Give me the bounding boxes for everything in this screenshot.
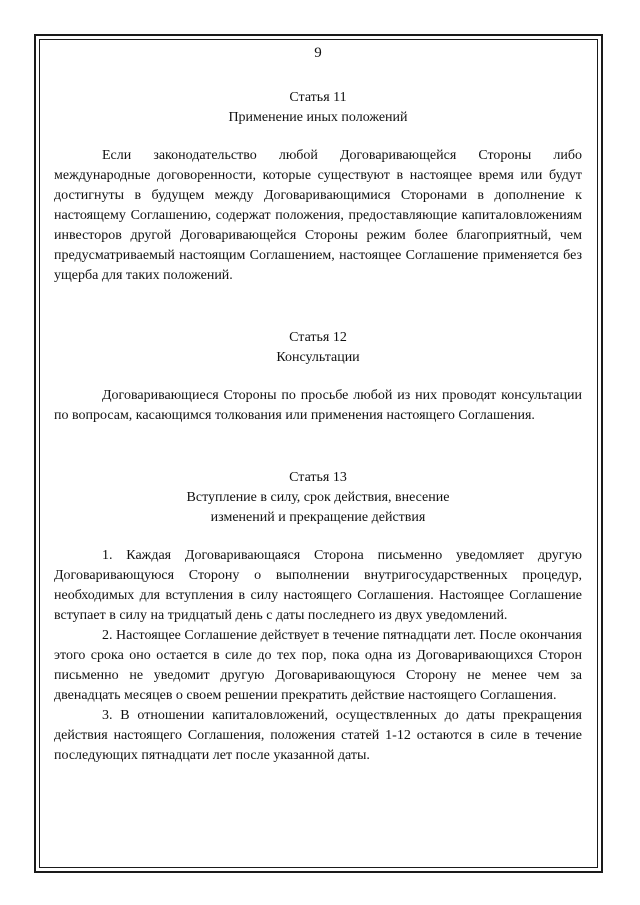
article-13 <box>54 468 582 766</box>
page-number: 9 <box>314 45 322 61</box>
article-title-line-1: Вступление в силу, срок действия, внесение <box>186 490 450 505</box>
article-heading: Статья 11 <box>289 90 347 105</box>
article-paragraph: 3. В отношении капиталовложений, осуществленных до даты прекращения действия настоящего Соглашения, положения статей 1-12 остаются в силе в течение последующих пятнадцати лет после указанной даты. <box>54 708 582 763</box>
article-title-line-2: изменений и прекращение действия <box>210 510 426 525</box>
document-body <box>54 44 582 766</box>
article-paragraph: 1. Каждая Договаривающаяся Сторона письменно уведомляет другую Договаривающуюся Сторону о выполнении внутригосударственных процедур, необходимых для вступления в силу настоящего Соглашения. Настоящее Соглашение вступает в силу на тридцатый день с даты последнего из двух уведомлений. <box>54 548 582 623</box>
article-heading: Статья 12 <box>289 330 347 345</box>
article-11 <box>54 88 582 286</box>
article-heading: Статья 13 <box>289 470 347 485</box>
article-title: Применение иных положений <box>228 110 408 125</box>
article-paragraph: Договаривающиеся Стороны по просьбе любой из них проводят консультации по вопросам, касающимся толкования или применения настоящего Соглашения. <box>54 388 582 423</box>
article-title: Консультации <box>276 350 360 365</box>
article-12 <box>54 328 582 426</box>
article-paragraph: Если законодательство любой Договаривающейся Стороны либо международные договоренности, которые существуют в настоящее время или будут достигнуты в будущем между Договаривающимися Сторонами в дополнение к настоящему Соглашению, содержат положения, предоставляющие капиталовложениям инвесторов другой Договаривающейся Стороны режим более благоприятный, чем предусматриваемый настоящим Соглашением, настоящее Соглашение применяется без ущерба для таких положений. <box>54 148 582 283</box>
article-paragraph: 2. Настоящее Соглашение действует в течение пятнадцати лет. После окончания этого срока оно остается в силе до тех пор, пока одна из Договаривающихся Сторон письменно не уведомит другую Договаривающуюся Сторону не менее чем за двенадцать месяцев о своем решении прекратить действие настоящего Соглашения. <box>54 628 582 703</box>
